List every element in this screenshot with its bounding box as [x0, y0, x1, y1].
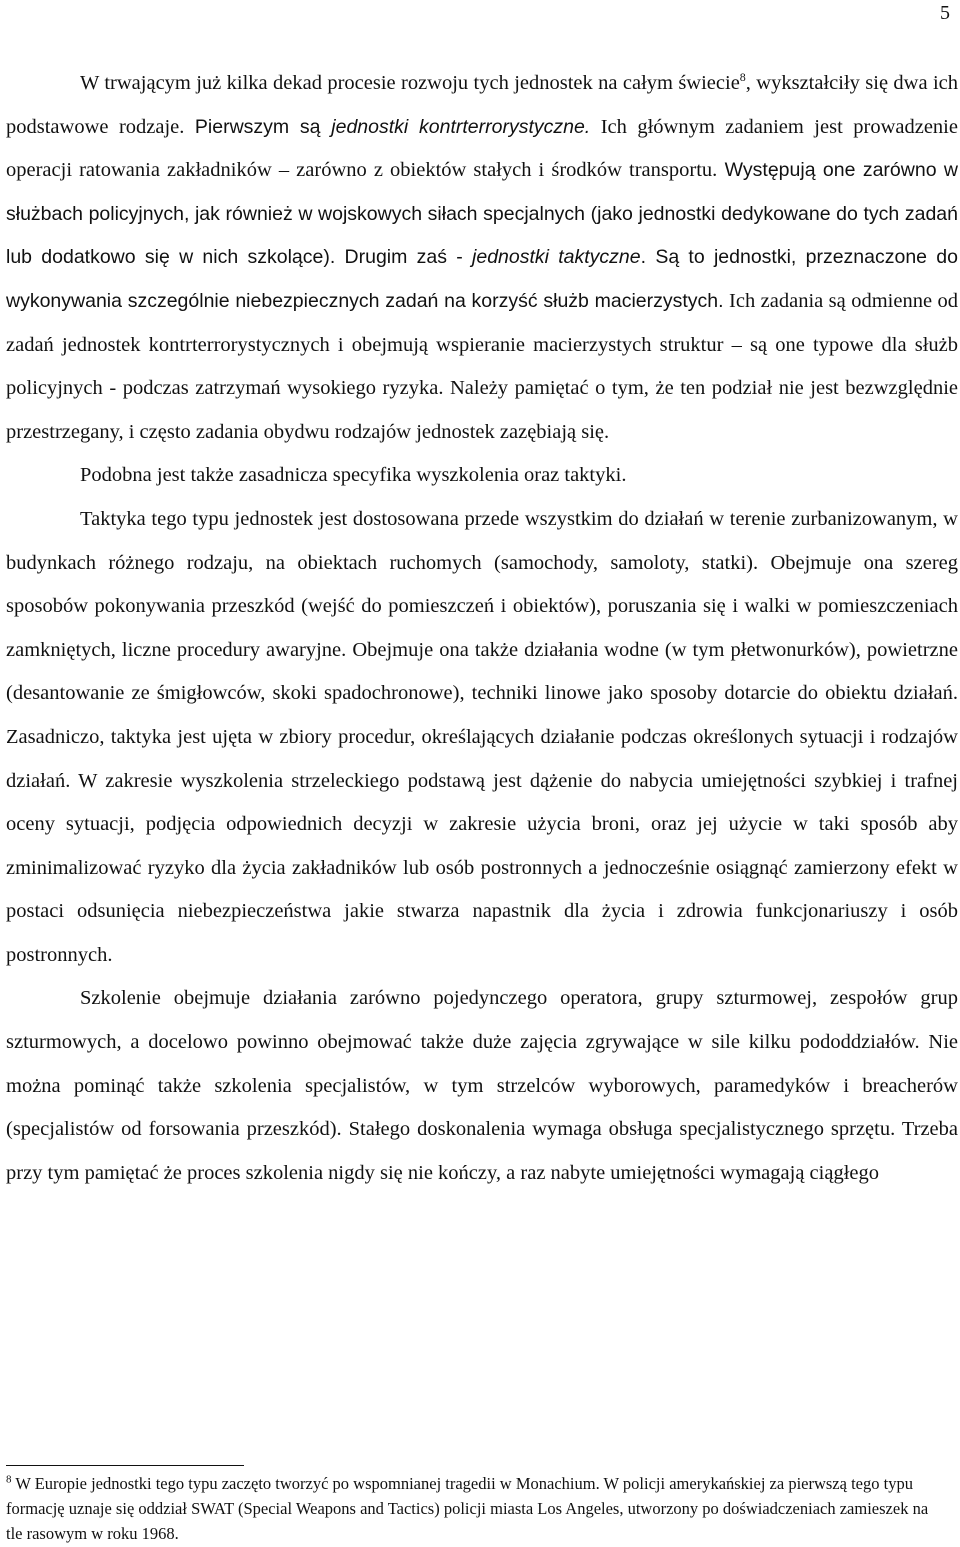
- page-number: 5: [940, 2, 950, 24]
- paragraph-1-part-6: Występują one zarówno w służbach policyjnych, jak również w wojskowych siłach specjalnych (jako jednostki dedykowane do tych zadań lub dodatkowo się w nich szkolące). Drugim zaś -: [6, 159, 959, 269]
- footnote-marker: 8: [6, 1473, 12, 1486]
- term-tactical-units: jednostki taktyczne: [472, 246, 641, 269]
- paragraph-1-part-2: , wykształciły się dwa ich podstawowe rodzaje.: [6, 72, 958, 138]
- footnote-separator: [6, 1465, 244, 1466]
- term-counterterrorist-units: jednostki kontrterrorystyczne.: [331, 115, 591, 138]
- footnote: [6, 1471, 946, 1546]
- footnote-text: W Europie jednostki tego typu zaczęto tworzyć po wspomnianej tragedii w Monachium. W policji amerykańskiej za pierwszą tego typu formację uznaje się oddział SWAT (Special Weapons and Tactics) policji miasta Los Angeles, utworzony po doświadczeniach zamieszek na tle rasowym w roku 1968.: [6, 1474, 929, 1543]
- paragraph-3: Taktyka tego typu jednostek jest dostosowana przede wszystkim do działań w terenie zurbanizowanym, w budynkach różnego rodzaju, na obiektach ruchomych (samochody, samoloty, statki). Obejmuje ona szereg sposobów pokonywania przeszkód (wejść do pomieszczeń i obiektów), poruszania się i walki w pomieszczeniach zamkniętych, liczne procedury awaryjne. Obejmuje ona także działania wodne (w tym płetwonurków), powietrzne (desantowanie ze śmigłowców, skoki spadochronowe), techniki linowe jako sposoby dotarcie do obiektu działań. Zasadniczo, taktyka jest ujęta w zbiory procedur, określających działanie podczas określonych sytuacji i rodzajów działań. W zakresie wyszkolenia strzeleckiego podstawą jest dążenie do nabycia umiejętności szybkiej i trafnej oceny sytuacji, podjęcia odpowiednich decyzji w zakresie użycia broni, oraz jej użycie w taki sposób aby zminimalizować ryzyko dla życia zakładników lub osób postronnych a jednocześnie osiągnąć zamierzony efekt w postaci odsunięcia niebezpieczeństwa jakie stwarza napastnik dla życia i zdrowia funkcjonariuszy i osób postronnych.: [6, 507, 958, 966]
- paragraph-1-part-3: Pierwszym są: [194, 115, 332, 138]
- paragraph-1-part-8: . Są to jednostki, przeznaczone do wykonywania szczególnie niebezpiecznych zadań na korzyść służb macierzystych.: [6, 246, 958, 312]
- footnote-reference: 8: [739, 70, 746, 85]
- paragraph-4: Szkolenie obejmuje działania zarówno pojedynczego operatora, grupy szturmowej, zespołów grup szturmowych, a docelowo powinno obejmować także duże zajęcia zgrywające w sile kilku pododdziałów. Nie można pominąć także szkolenia specjalistów, w tym strzelców wyborowych, paramedyków i breacherów (specjalistów od forsowania przeszkód). Stałego doskonalenia wymaga obsługa specjalistycznego sprzętu. Trzeba przy tym pamiętać że proces szkolenia nigdy się nie kończy, a raz nabyte umiejętności wymagają ciągłego: [6, 987, 958, 1184]
- paragraph-1-part-9: Ich zadania są odmienne od zadań jednostek kontrterrorystycznych i obejmują wspieranie macierzystych struktur – są one typowe dla służb policyjnych - podczas zatrzymań wysokiego ryzyka. Należy pamiętać o tym, że ten podział nie jest bezwzględnie przestrzegany, i często zadania obydwu rodzajów jednostek zazębiają się.: [6, 289, 958, 443]
- paragraph-1: [6, 62, 958, 454]
- body-text: [6, 62, 958, 1195]
- paragraph-1-part-5: Ich głównym zadaniem jest prowadzenie operacji ratowania zakładników – zarówno z obiektów stałych i środków transportu.: [6, 115, 958, 182]
- paragraph-1-part-1: W trwającym już kilka dekad procesie rozwoju tych jednostek na całym świecie: [80, 72, 740, 94]
- paragraph-2: Podobna jest także zasadnicza specyfika wyszkolenia oraz taktyki.: [80, 464, 627, 487]
